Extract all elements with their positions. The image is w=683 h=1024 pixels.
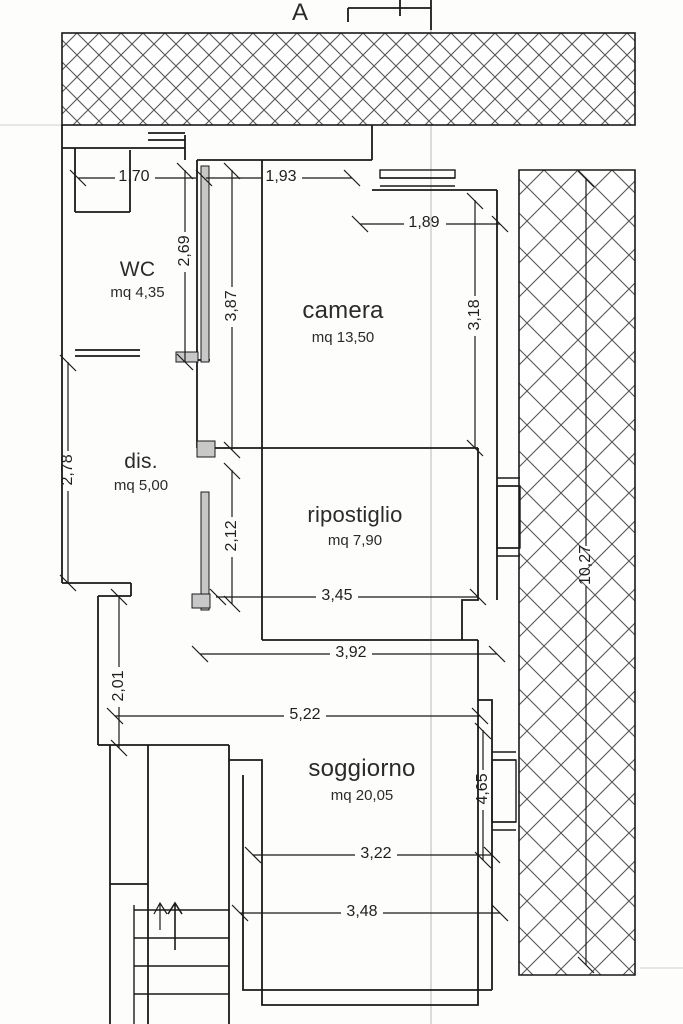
dimension-2-78: 2,78 [59,454,77,486]
dimension-1-89: 1,89 [408,214,440,231]
dimension-2-01: 2,01 [110,670,128,702]
dimension-3-18: 3,18 [466,299,484,331]
dimension-5-22: 5,22 [289,706,321,723]
dimension-10-27: 10,27 [577,544,595,585]
room-label-disimpegno: dis. [124,450,158,473]
room-label-soggiorno: soggiorno [308,755,416,782]
section-marker-line [348,0,431,30]
dimension-4-65: 4,65 [474,773,492,805]
room-label-camera: camera [302,297,384,324]
dimension-3-45: 3,45 [321,587,353,604]
room-label-ripostiglio: ripostiglio [307,502,403,527]
room-area-soggiorno: mq 20,05 [330,787,394,804]
dimension-3-22: 3,22 [360,845,392,862]
dimension-3-92: 3,92 [335,644,367,661]
dimension-2-69: 2,69 [176,235,194,267]
dimension-3-48: 3,48 [346,903,378,920]
room-area-disimpegno: mq 5,00 [113,477,169,494]
room-area-wc: mq 4,35 [110,284,165,301]
wall-top-hatched [62,33,635,125]
section-marker-letter: A [291,0,308,26]
dimension-1-70: 1,70 [118,168,150,185]
dimension-2-12: 2,12 [223,520,241,552]
dimension-3-87: 3,87 [223,290,241,322]
dimension-1-93: 1,93 [265,168,297,185]
room-label-wc: WC [119,258,156,281]
room-area-camera: mq 13,50 [311,329,375,346]
room-area-ripostiglio: mq 7,90 [327,532,383,549]
